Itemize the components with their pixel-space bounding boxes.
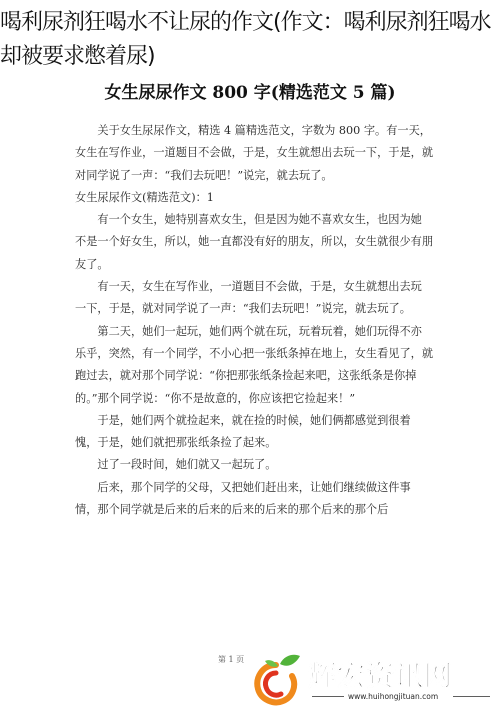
paragraph-1: 有一个女生，她特别喜欢女生，但是因为她不喜欢女生，也因为她不是一个好女生，所以，她一直都没有好的朋友，所以，女生就很少有朋友了。 xyxy=(75,213,434,271)
paragraph-2: 有一天，女生在写作业，一道题目不会做，于是，女生就想出去玩一下，于是，就对同学说了一声：“我们去玩吧！”说完，就去玩了。 xyxy=(75,280,422,316)
paragraph-subheading: 女生尿尿作文(精选范文)：1 xyxy=(75,190,214,204)
page-number: 第 1 页 xyxy=(218,655,245,664)
page-title: 喝利尿剂狂喝水不让尿的作文(作文：喝利尿剂狂喝水却被要求憋着尿) xyxy=(0,10,491,69)
peach-logo-icon xyxy=(257,655,300,703)
peach-ring-inner-icon xyxy=(265,673,281,695)
watermark-logo xyxy=(250,652,500,707)
document-heading: 女生尿尿作文 800 字(精选范文 5 篇) xyxy=(104,83,396,103)
watermark-brand: 辉宏资讯网 xyxy=(308,659,454,692)
document-body xyxy=(75,120,433,521)
paragraph-5: 过了一段时间，她们就又一起玩了。 xyxy=(97,458,277,472)
paragraph-6: 后来，那个同学的父母，又把她们赶出来，让她们继续做这件事情，那个同学就是后来的后来的后来的后来的那个后来的那个后 xyxy=(75,480,411,517)
watermark-svg xyxy=(250,652,500,707)
paragraph-3: 第二天，她们一起玩，她们两个就在玩，玩着玩着，她们玩得不亦乐乎，突然，有一个同学，不小心把一张纸条掉在地上，女生看见了，就跑过去，就对那个同学说：“你把那张纸条捡起来吧，这张纸条是你掉的。”那个同学说：“你不是故意的，你应该把它捡起来！” xyxy=(75,324,434,405)
paragraph-intro: 关于女生尿尿作文，精选 4 篇精选范文，字数为 800 字。有一天，女生在写作业，一道题目不会做，于是，女生就想出去玩一下，于是，就对同学说了一声：“我们去玩吧！”说完，就去玩了。 xyxy=(75,124,434,182)
paragraph-4: 于是，她们两个就捡起来，就在捡的时候，她们俩都感觉到很着愧，于是，她们就把那张纸条捡了起来。 xyxy=(75,413,411,450)
leaf-icon xyxy=(280,655,300,666)
watermark-url: www.huihongjituan.com xyxy=(348,692,439,701)
